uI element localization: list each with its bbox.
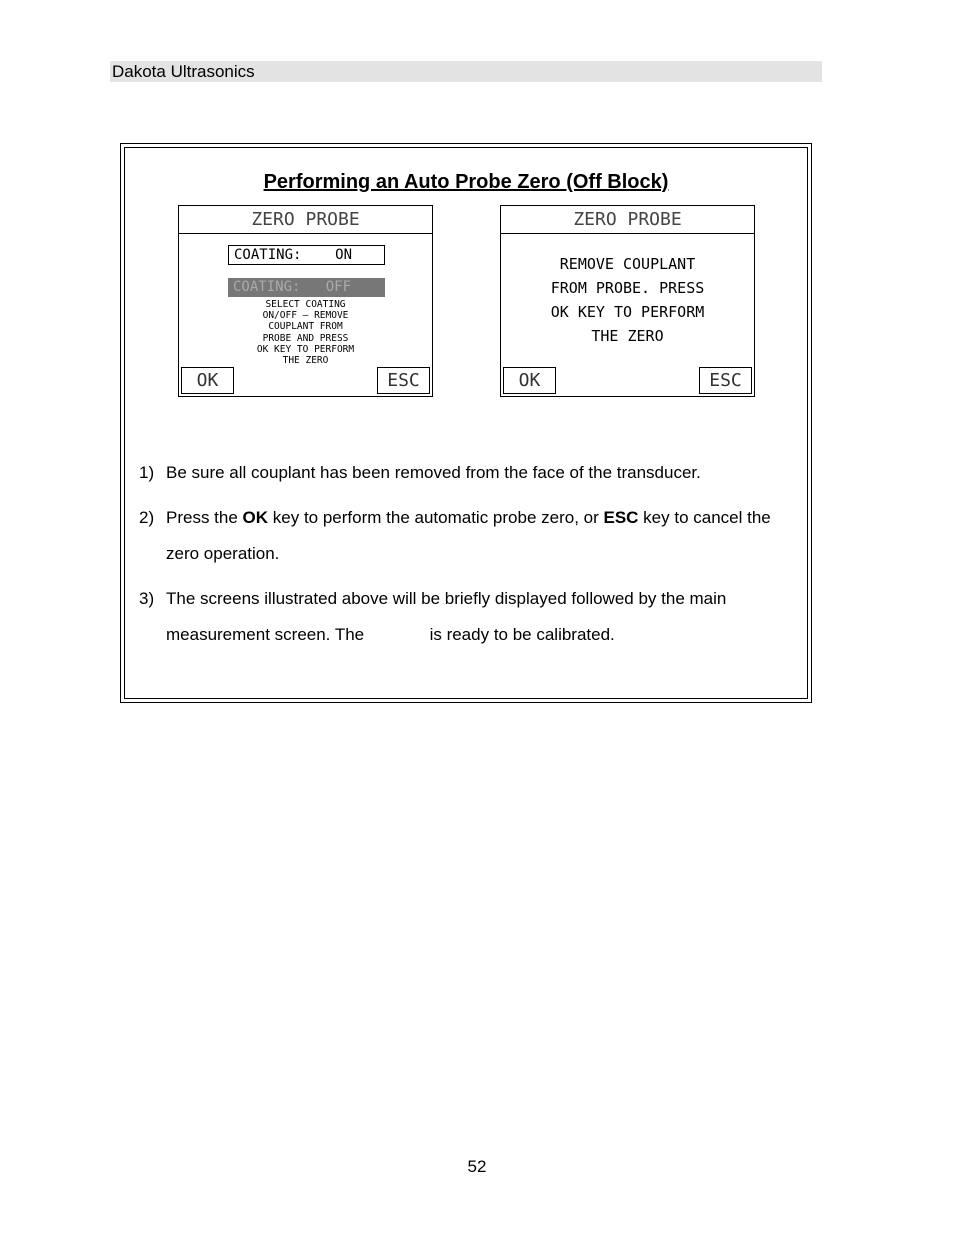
step-text-part: is ready to be calibrated. [424, 625, 615, 644]
esc-button[interactable]: ESC [377, 367, 430, 394]
step-text-part: key to cancel the zero operation. [166, 508, 771, 563]
step-number: 3) [139, 589, 155, 608]
step-1 [139, 455, 799, 491]
content-box [120, 143, 812, 703]
step-2 [139, 500, 799, 572]
section-title: Performing an Auto Probe Zero (Off Block) [263, 171, 669, 193]
instruction-line: PROBE AND PRESS [262, 332, 349, 344]
coating-on-option[interactable]: COATING: ON [228, 245, 385, 265]
screen-title: ZERO PROBE [179, 206, 432, 234]
instruction-line: THE ZERO [282, 355, 329, 367]
step-text-part: Press the [166, 508, 243, 527]
instruction-line: FROM PROBE. PRESS [550, 279, 705, 297]
ok-key-label: OK [242, 508, 269, 527]
coating-off-option[interactable]: COATING: OFF [228, 278, 385, 297]
step-text [166, 500, 799, 572]
page-number: 52 [467, 1157, 487, 1176]
ok-button[interactable]: OK [503, 367, 556, 394]
step-text-part: The screens illustrated above will be briefly displayed followed by the main measurement screen. The [166, 589, 727, 644]
content-box-inner-border [124, 147, 808, 699]
instruction-line: ON/OFF – REMOVE [262, 310, 349, 322]
instruction-text [179, 299, 432, 366]
zero-probe-screen-coating [178, 205, 433, 397]
instruction-text [501, 252, 754, 348]
instruction-line: OK KEY TO PERFORM [550, 303, 705, 321]
running-header: Dakota Ultrasonics [110, 61, 822, 82]
instruction-line: OK KEY TO PERFORM [256, 343, 355, 355]
zero-probe-screen-remove-couplant [500, 205, 755, 397]
instruction-line: COUPLANT FROM [268, 321, 343, 333]
step-number: 1) [139, 463, 155, 482]
instruction-line: SELECT COATING [265, 299, 346, 310]
step-text [166, 581, 799, 653]
step-text-part: key to perform the automatic probe zero, or [268, 508, 604, 527]
step-number: 2) [139, 508, 155, 527]
instruction-line: THE ZERO [591, 327, 664, 345]
step-3 [139, 581, 799, 653]
screen-title: ZERO PROBE [501, 206, 754, 234]
esc-button[interactable]: ESC [699, 367, 752, 394]
ok-button[interactable]: OK [181, 367, 234, 394]
instruction-line: REMOVE COUPLANT [559, 255, 696, 273]
esc-key-label: ESC [603, 508, 639, 527]
step-text: Be sure all couplant has been removed from the face of the transducer. [166, 463, 701, 482]
